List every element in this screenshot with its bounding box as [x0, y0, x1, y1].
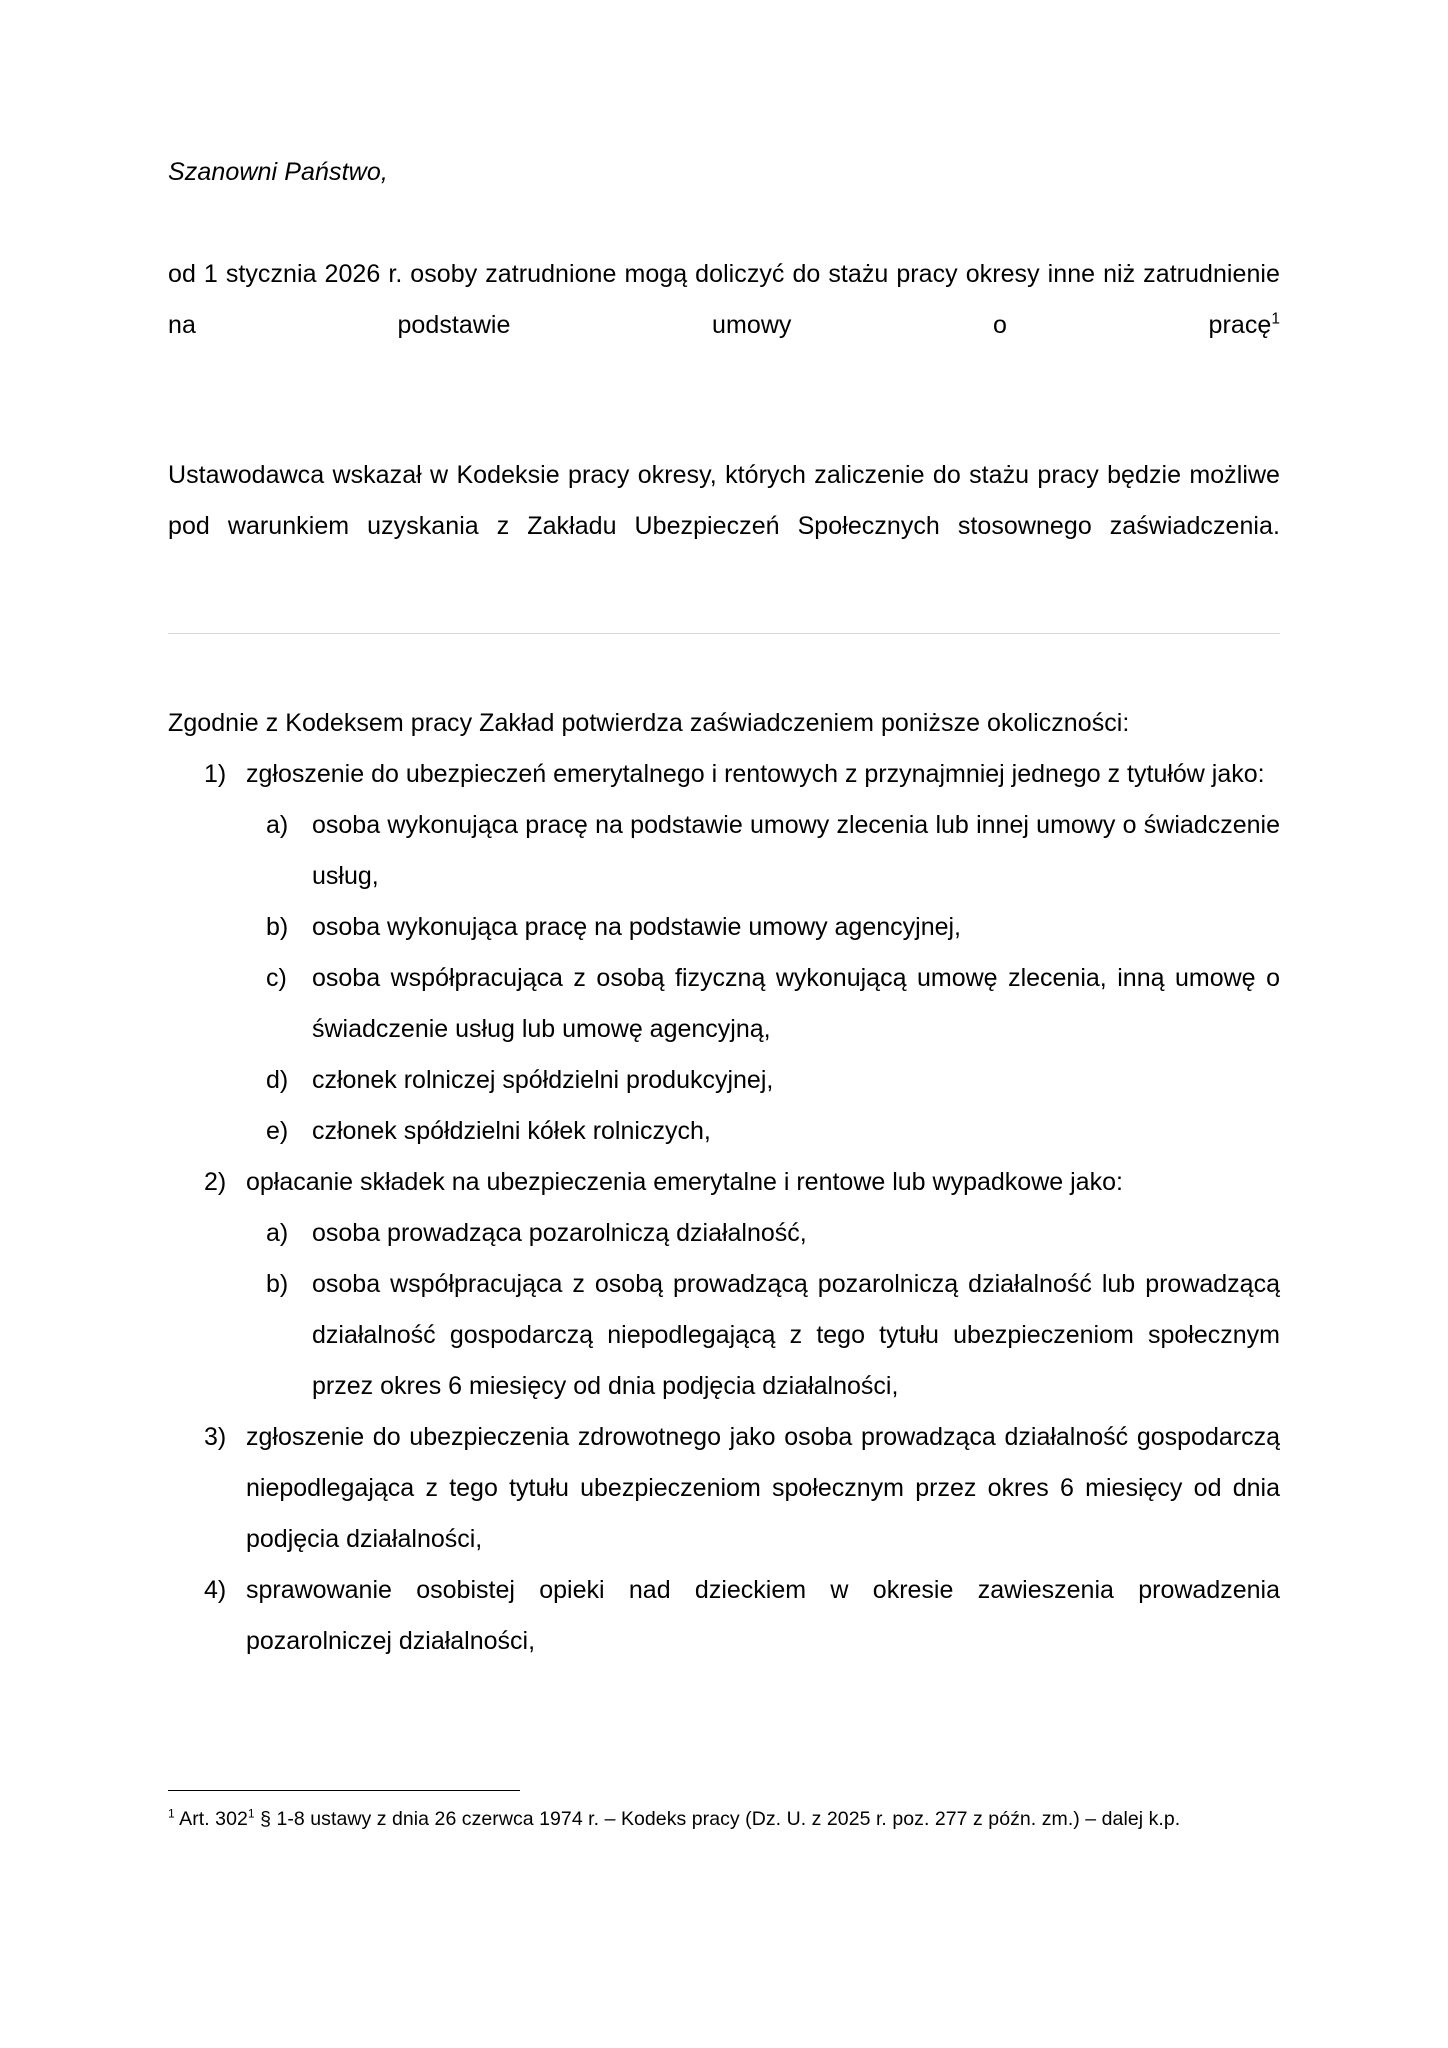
- list-item-text: osoba prowadząca pozarolniczą działalność,: [312, 1219, 807, 1247]
- footnote-1: [168, 1803, 1280, 1835]
- list-item-marker: 3): [204, 1423, 227, 1451]
- paragraph-intro: [168, 249, 1280, 402]
- list-item: [246, 800, 1280, 902]
- paragraph-legislator: Ustawodawca wskazał w Kodeksie pracy okresy, których zaliczenie do stażu pracy będzie możliwe pod warunkiem uzyskania z Zakładu Ubezpieczeń Społecznych stosownego zaświadczenia.: [168, 461, 1280, 540]
- list-item-marker: d): [266, 1066, 289, 1094]
- list-item: [168, 1412, 1280, 1565]
- list-item-text: członek spółdzielni kółek rolniczych,: [312, 1117, 711, 1145]
- spacer: [168, 402, 1280, 450]
- spacer: [168, 185, 1280, 249]
- footnote-separator: [168, 1790, 520, 1791]
- list-item: [168, 1157, 1280, 1412]
- document-body: [168, 160, 1280, 1667]
- list-item-marker: 1): [204, 760, 227, 788]
- footnote-text-part-1: Art. 302: [174, 1808, 248, 1830]
- list-item-marker: a): [266, 811, 289, 839]
- spacer: [168, 634, 1280, 698]
- list-item-text: zgłoszenie do ubezpieczeń emerytalnego i rentowych z przynajmniej jednego z tytułów jako:: [246, 760, 1265, 788]
- footnote-reference-1[interactable]: 1: [1271, 310, 1280, 328]
- conditions-sublist: [246, 1208, 1280, 1412]
- footnote-area: [168, 1790, 1280, 1835]
- list-item-text: osoba wykonująca pracę na podstawie umowy zlecenia lub innej umowy o świadczenie usług,: [312, 811, 1280, 890]
- footnote-marker: 1: [168, 1806, 175, 1821]
- list-item: [246, 1055, 1280, 1106]
- salutation: Szanowni Państwo,: [168, 158, 388, 186]
- list-item-marker: 2): [204, 1168, 227, 1196]
- conditions-list: [168, 749, 1280, 1667]
- list-item-text: osoba współpracująca z osobą prowadzącą pozarolniczą działalność lub prowadzącą działalność gospodarczą niepodlegającą z tego tytułu ubezpieczeniom społecznym przez okres 6 miesięcy od dnia podjęcia działalności,: [312, 1270, 1280, 1400]
- paragraph-intro-text: od 1 stycznia 2026 r. osoby zatrudnione mogą doliczyć do stażu pracy okresy inne niż zatrudnienie na podstawie umowy o pracę: [168, 260, 1280, 339]
- list-item-marker: e): [266, 1117, 289, 1145]
- list-item-text: opłacanie składek na ubezpieczenia emerytalne i rentowe lub wypadkowe jako:: [246, 1168, 1123, 1196]
- spacer: [168, 603, 1280, 633]
- conditions-sublist: [246, 800, 1280, 1157]
- list-item-text: osoba wykonująca pracę na podstawie umowy agencyjnej,: [312, 913, 961, 941]
- list-item-marker: b): [266, 913, 289, 941]
- list-item-marker: 4): [204, 1576, 227, 1604]
- list-item: [246, 1208, 1280, 1259]
- list-item: [246, 953, 1280, 1055]
- list-item-text: zgłoszenie do ubezpieczenia zdrowotnego jako osoba prowadząca działalność gospodarczą niepodlegająca z tego tytułu ubezpieczeniom społecznym przez okres 6 miesięcy od dnia podjęcia działalności,: [246, 1423, 1280, 1553]
- list-item-marker: a): [266, 1219, 289, 1247]
- list-item-text: członek rolniczej spółdzielni produkcyjnej,: [312, 1066, 774, 1094]
- list-item: [246, 902, 1280, 953]
- list-item-marker: b): [266, 1270, 289, 1298]
- list-item: [246, 1259, 1280, 1412]
- footnote-article-superscript: 1: [247, 1806, 255, 1821]
- list-item-marker: c): [266, 964, 287, 992]
- list-item-text: sprawowanie osobistej opieki nad dzieckiem w okresie zawieszenia prowadzenia pozarolniczej działalności,: [246, 1576, 1280, 1655]
- list-item: [246, 1106, 1280, 1157]
- list-item: [168, 1565, 1280, 1667]
- footnote-text-part-2: § 1-8 ustawy z dnia 26 czerwca 1974 r. – Kodeks pracy (Dz. U. z 2025 r. poz. 277 z późn. zm.) – dalej k.p.: [254, 1808, 1181, 1830]
- list-item: [168, 749, 1280, 1157]
- list-item-text: osoba współpracująca z osobą fizyczną wykonującą umowę zlecenia, inną umowę o świadczenie usług lub umowę agencyjną,: [312, 964, 1280, 1043]
- paragraph-lead-in: Zgodnie z Kodeksem pracy Zakład potwierdza zaświadczeniem poniższe okoliczności:: [168, 709, 1130, 737]
